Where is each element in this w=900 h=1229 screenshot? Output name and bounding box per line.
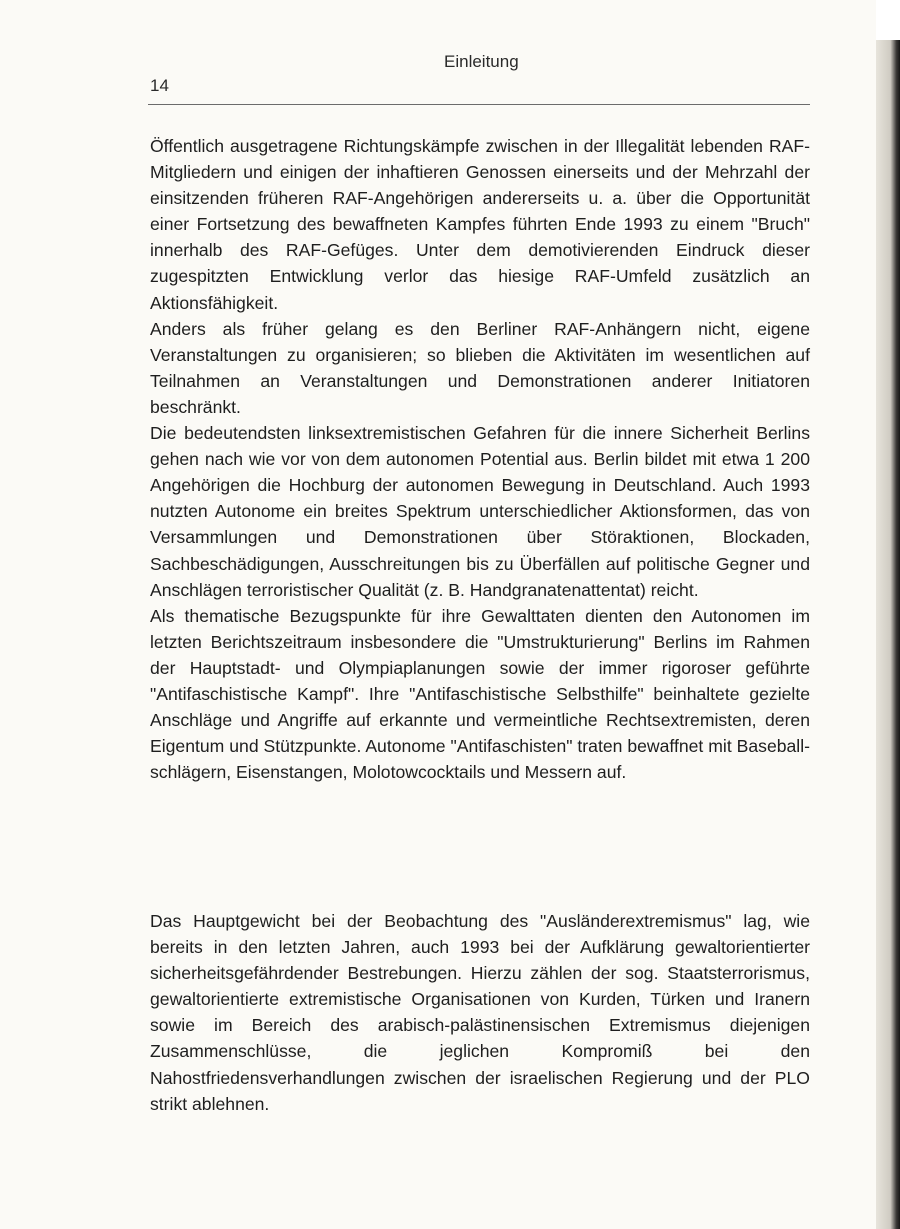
paragraph: Das Hauptgewicht bei der Beobachtung des "Ausländerextremismus" lag, wie bereits in den letzten Jahren, auch 1993 bei der Aufklärung gewaltorientierter sicherheitsgefährdender Bestrebungen. Hierzu zählen der sog. Staatsterrorismus, gewaltorientierte extremistische Organisationen von Kurden, Türken und Iranern sowie im Bereich des arabisch-palästinensischen Extremismus diejenigen Zusammenschlüsse, die jeglichen Kompromiß bei den Nahostfriedensverhandlungen zwischen der israelischen Regierung und der PLO strikt ablehnen.	[150, 911, 810, 1114]
page-number: 14	[150, 76, 169, 95]
paragraph: Die bedeutendsten linksextremistischen Gefahren für die innere Sicherheit Berlins gehen nach wie vor von dem autonomen Potential aus. Berlin bildet mit etwa 1 200 Angehörigen die Hochburg der autonomen Bewegung in Deutschland. Auch 1993 nutzten Autonome ein breites Spektrum unterschiedlicher Aktionsformen, das von Versammlungen und Demonstrationen über Störaktionen, Blockaden, Sachbeschädigungen, Ausschreitungen bis zu Überfällen auf politische Gegner und Anschlägen terroristischer Qualität (z. B. Handgranatenattentat) reicht.	[150, 423, 810, 600]
text-section-left-extremism	[150, 133, 810, 785]
page-header	[150, 48, 808, 98]
scan-margin	[876, 0, 900, 40]
text-section-foreigner-extremism	[150, 908, 810, 1117]
header-rule	[148, 104, 810, 105]
paragraph: Anders als früher gelang es den Berliner RAF-Anhängern nicht, eigene Veranstaltungen zu organisieren; so blieben die Aktivitäten im wesentlichen auf Teilnahmen an Veranstaltungen und Demonstrationen anderer Initiatoren beschränkt.	[150, 318, 810, 417]
paragraph: Als thematische Bezugspunkte für ihre Gewalttaten dienten den Autonomen im letzten Berichtszeitraum insbesondere die "Umstrukturierung" Berlins im Rahmen der Hauptstadt- und Olympiaplanungen sowie der immer rigoroser geführte "Antifaschistische Kampf". Ihre "Antifaschistische Selbsthilfe" beinhaltete gezielte Anschläge und Angriffe auf erkannte und vermeintliche Rechtsextremisten, deren Eigentum und Stützpunkte. Autonome "Antifaschisten" traten bewaffnet mit Baseballschlägern, Eisenstangen, Molotowcocktails und Messern auf.	[150, 605, 810, 783]
page-edge-shadow	[876, 40, 900, 1229]
running-title: Einleitung	[444, 52, 519, 71]
paragraph: Öffentlich ausgetragene Richtungskämpfe zwischen in der Illegalität lebenden RAF-Mitgliedern und einigen der inhaftieren Genossen einerseits und der Mehrzahl der einsitzenden früheren RAF-Angehörigen andererseits u. a. über die Opportunität einer Fortsetzung des bewaffneten Kampfes führten Ende 1993 zu einem "Bruch" innerhalb des RAF-Gefüges. Unter dem demotivierenden Eindruck dieser zugespitzten Entwicklung verlor das hiesige RAF-Umfeld zusätzlich an Aktionsfähigkeit.	[150, 136, 810, 313]
